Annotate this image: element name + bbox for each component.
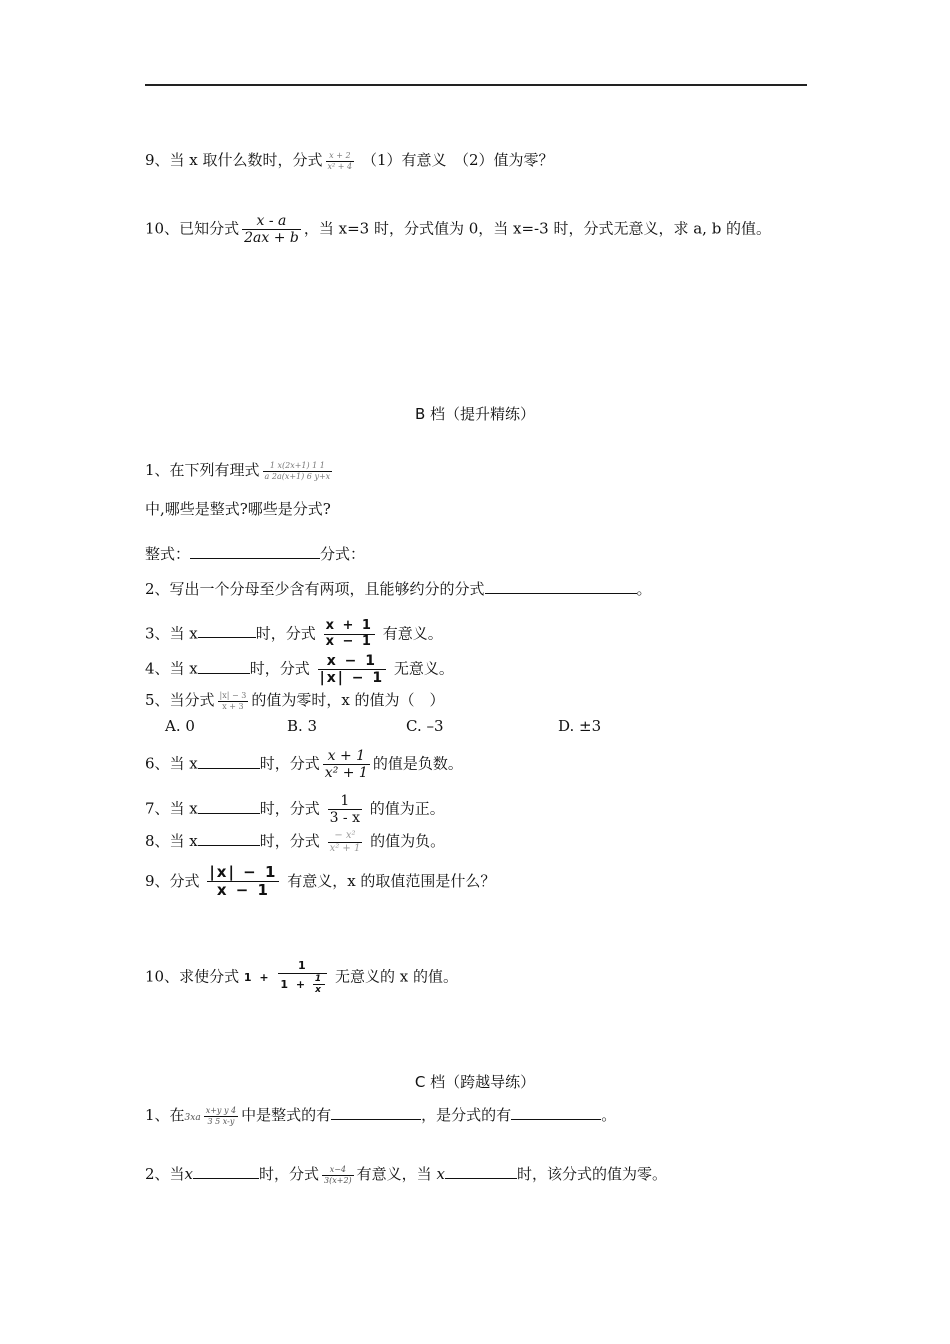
question-c1: 1、在3xa $\frac{\text{x+y y 4}}{3 5 x-y}$ 中是整式的有 ，是分式的有 。 bbox=[145, 1106, 617, 1126]
question-c2: 2、当x 时，分式 $\frac{x-4}{3(x+2)}$ 有意义，当 x 时，该分式的值为零。 bbox=[145, 1165, 667, 1185]
fraction: 1 1 + $\frac{1}{x}$ bbox=[278, 960, 327, 995]
section-b-title: B 档（提升精练） bbox=[414, 405, 536, 423]
question-b3: 3、当 x 时，分式 $\frac{x + 1}{x - 1}$ 有意义。 bbox=[145, 618, 443, 649]
question-a10 bbox=[145, 213, 771, 246]
option-c[interactable]: C. –3 bbox=[406, 717, 444, 735]
question-b10: 10、求使分式 1 + 1 1 + $\frac{1}{x}$ 无意义的 x 的值。 bbox=[145, 959, 458, 995]
header-rule bbox=[145, 84, 807, 86]
answer-blank[interactable] bbox=[198, 622, 256, 638]
question-text: 9、当 x 取什么数时，分式 bbox=[145, 151, 323, 169]
answer-blank[interactable] bbox=[198, 753, 260, 769]
answer-blank[interactable] bbox=[198, 798, 260, 814]
question-b5-options bbox=[0, 716, 950, 736]
section-c-title: C 档（跨越导练） bbox=[414, 1073, 536, 1091]
question-text: ，当 x=3 时，分式值为 0，当 x=-3 时，分式无意义，求 a, b 的值。 bbox=[303, 219, 772, 238]
fraction: $\frac{\text{x+y y 4}}{3 5 x-y}$ bbox=[205, 1106, 237, 1126]
fraction: $\frac{x-4}{3(x+2)}$ bbox=[324, 1165, 352, 1185]
answer-blank[interactable] bbox=[190, 543, 320, 559]
option-a[interactable]: A. 0 bbox=[165, 717, 195, 735]
math-expression: 3xa bbox=[184, 1113, 201, 1123]
question-b1 bbox=[145, 460, 335, 481]
question-b1-line2: 中,哪些是整式?哪些是分式? bbox=[145, 500, 331, 518]
question-text: 1、在下列有理式 bbox=[145, 461, 260, 479]
question-b9: 9、分式 $\frac{|x| - 1}{x - 1}$ 有意义，x 的取值范围是什么？ bbox=[145, 863, 496, 900]
fraction: $\frac{|x| - 3}{x + 3}$ bbox=[219, 691, 247, 711]
question-b6: 6、当 x 时，分式 $\frac{x + 1}{\text{x² + 1}}$ 的值是负数。 bbox=[145, 748, 463, 782]
question-b7: 7、当 x 时，分式 $\frac{1}{3 - x}$ 的值为正。 bbox=[145, 793, 445, 827]
fraction: $\frac{x + 1}{x - 1}$ bbox=[325, 618, 373, 649]
fraction: $\frac{x - a}{2ax + b}$ bbox=[244, 213, 299, 247]
nested-fraction: $\frac{1}{x}$ bbox=[314, 973, 324, 995]
question-a9 bbox=[145, 150, 554, 171]
question-b2: 2、写出一个分母至少含有两项，且能够约分的分式 。 bbox=[145, 580, 652, 598]
fraction: $\frac{x + 2}{\text{x² + 4}}$ bbox=[327, 151, 353, 171]
fraction: $\frac{x - 1}{|x| - 1}$ bbox=[319, 653, 385, 687]
answer-blank[interactable] bbox=[198, 830, 260, 846]
fraction: $\frac{\text{− x²}}{\text{x² + 1}}$ bbox=[329, 830, 361, 854]
answer-blank[interactable] bbox=[193, 1163, 259, 1179]
question-b5: 5、当分式 $\frac{|x| - 3}{x + 3}$ 的值为零时，x 的值为（ ） bbox=[145, 691, 445, 711]
question-b1-line3: 整式： 分式： bbox=[145, 545, 366, 563]
math-expression: 1 + bbox=[243, 970, 271, 984]
answer-blank[interactable] bbox=[198, 658, 250, 674]
option-d[interactable]: D. ±3 bbox=[558, 717, 602, 735]
question-text: （1）有意义 （2）值为零？ bbox=[361, 151, 554, 169]
fraction: $\frac{x + 1}{\text{x² + 1}}$ bbox=[324, 748, 368, 782]
answer-blank[interactable] bbox=[511, 1104, 601, 1120]
answer-blank[interactable] bbox=[485, 578, 637, 594]
answer-blank[interactable] bbox=[445, 1163, 517, 1179]
answer-blank[interactable] bbox=[331, 1104, 421, 1120]
fraction: $\frac{|x| - 1}{x - 1}$ bbox=[209, 863, 278, 900]
question-text: 10、已知分式 bbox=[145, 219, 240, 238]
question-b4: 4、当 x 时，分式 $\frac{x - 1}{|x| - 1}$ 无意义。 bbox=[145, 653, 454, 687]
fraction: $\frac{1 x(2x+1) 1 1}{a 2a(x+1) 6 y+x}$ bbox=[264, 461, 331, 481]
question-b8: 8、当 x 时，分式 $\frac{\text{− x²}}{\text{x² + 1}}$ 的值为负。 bbox=[145, 830, 446, 854]
fraction: $\frac{1}{3 - x}$ bbox=[329, 793, 361, 827]
option-b[interactable]: B. 3 bbox=[287, 717, 318, 735]
